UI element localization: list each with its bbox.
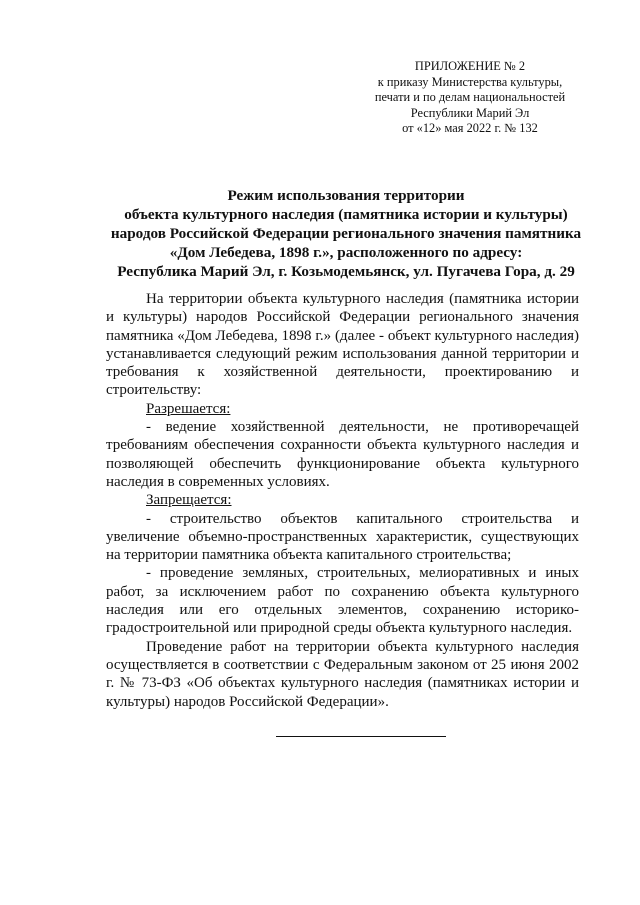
appendix-order-line-3: Республики Марий Эл <box>410 105 530 120</box>
document-title <box>96 186 596 281</box>
appendix-order-line-1: к приказу Министерства культуры, <box>377 74 563 89</box>
appendix-number: ПРИЛОЖЕНИЕ № 2 <box>414 59 526 73</box>
title-line-1: Режим использования территории <box>227 187 465 204</box>
appendix-order-line-2: печати и по делам национальностей <box>374 90 566 105</box>
forbidden-item: - проведение земляных, строительных, мелиоративных и иных работ, за исключением работ по сохранению объекта культурного наследия или его отдельных элементов, сохранению историко-градостроительной или природной среды объекта культурного наследия. <box>106 565 579 637</box>
allowed-item: - ведение хозяйственной деятельности, не противоречащей требованиям обеспечения сохранности объекта культурного наследия и позволяющей обеспечить функционирование объекта культурного наследия в современных условиях. <box>106 419 579 490</box>
intro-paragraph: На территории объекта культурного наследия (памятника истории и культуры) народов Российской Федерации регионального значения памятника «Дом Лебедева, 1898 г.» (далее - объект культурного наследия) устанавливается следующий режим использования данной территории и требования к хозяйственной деятельности, проектированию и строительству: <box>106 291 579 399</box>
forbidden-item: - строительство объектов капитального строительства и увеличение объемно-пространственных характеристик, существующих на территории памятника объекта капитального строительства; <box>106 510 579 564</box>
closing-paragraph: Проведение работ на территории объекта культурного наследия осуществляется в соответствии с Федеральным законом от 25 июня 2002 г. № 73-ФЗ «Об объектах культурного наследия (памятниках истории и культуры) народов Российской Федерации». <box>106 638 579 710</box>
title-line-4: «Дом Лебедева, 1898 г.», расположенного по адресу: <box>169 244 523 261</box>
appendix-order-date: от «12» мая 2022 г. № 132 <box>402 121 538 136</box>
title-line-3: народов Российской Федерации регионального значения памятника <box>110 225 582 242</box>
title-line-2: объекта культурного наследия (памятника истории и культуры) <box>124 206 568 223</box>
signature-line <box>276 736 446 737</box>
document-body <box>106 290 579 711</box>
appendix-header <box>356 59 584 137</box>
allowed-heading: Разрешается: <box>146 400 231 417</box>
title-line-5: Республика Марий Эл, г. Козьмодемьянск, ул. Пугачева Гора, д. 29 <box>117 263 575 280</box>
forbidden-heading: Запрещается: <box>146 492 232 509</box>
